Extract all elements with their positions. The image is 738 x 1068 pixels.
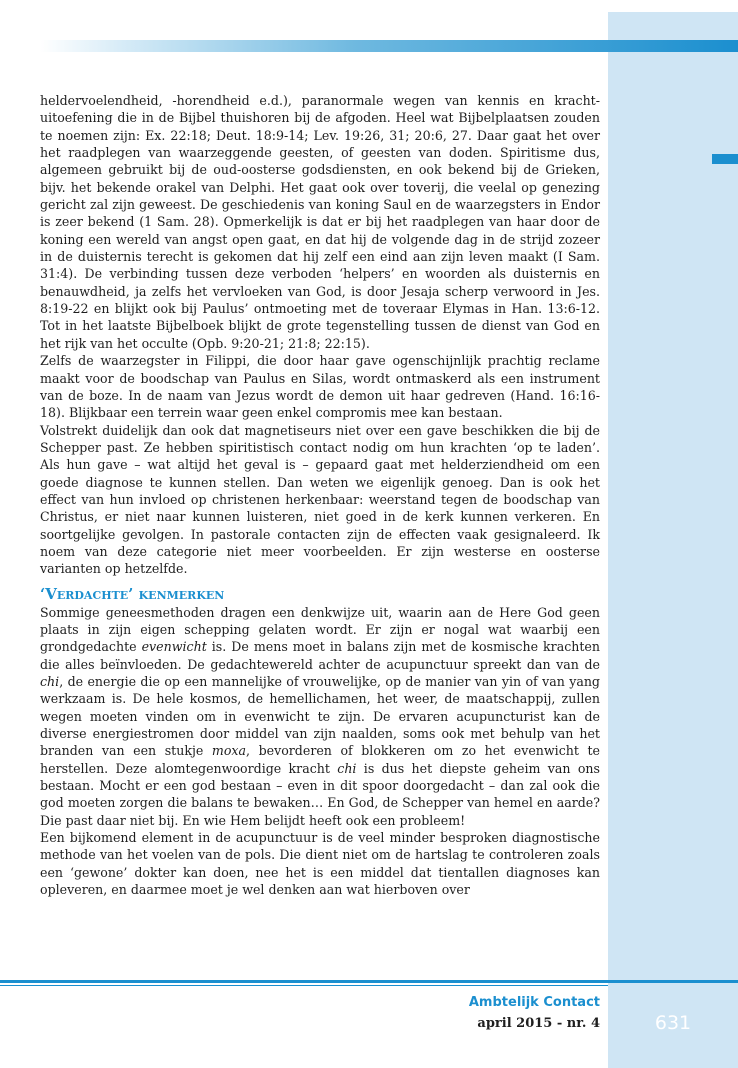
magazine-title: Ambtelijk Contact [468, 995, 600, 1010]
text-run: is. De mens moet in balans zijn met de kosmische krachten die alles beïnvloeden. De gedachtewereld achter de acupunctuur spreekt dan van de [40, 639, 600, 672]
paragraph: heldervoelendheid, -horendheid e.d.), paranormale wegen van kennis en kracht-uitoefening die in de Bijbel thuishoren bij de afgoden. Heel wat Bijbelplaatsen zouden te noemen zijn: Ex. 22:18; Deut. 18:9-14; Lev. 19:26, 31; 20:6, 27. Daar gaat het over het raadplegen van waarzeggende geesten, of geesten van doden. Spiritisme dus, algemeen gebruikt bij de oud-oosterse godsdiensten, en ook bekend bij de Grieken, bijv. het bekende orakel van Delphi. Het gaat ook over toverij, die veelal op genezing gericht zal zijn geweest. De geschiedenis van koning Saul en de waarzegsters in Endor is zeer bekend (1 Sam. 28). Opmerkelijk is dat er bij het raadplegen van haar door de koning een wereld van angst open gaat, en dat hij de volgende dag in de strijd zozeer in de duisternis terecht is gekomen dat hij zelf een eind aan zijn leven maakt (I Sam. 31:4). De verbinding tussen deze verboden ‘helpers’ en woorden als duisternis en benauwdheid, ja zelfs het vervloeken van God, is door Jesaja scherp verwoord in Jes. 8:19-22 en blijkt ook bij Paulus’ ontmoeting met de toveraar Elymas in Han. 13:6-12. Tot in het laatste Bijbelboek blijkt de grote tegenstelling tussen de dienst van God en het rijk van het occulte (Opb. 9:20-21; 21:8; 22:15). [40, 93, 600, 351]
footer-rule [0, 980, 738, 983]
text-run: , de energie die op een mannelijke of vrouwelijke, op de manier van yin of van yang werkzaam is. De hele kosmos, de hemellichamen, het weer, de maatschappij, zullen wegen moeten vinden om in evenwicht te zijn. De ervaren acupuncturist kan de diverse energiestromen door middel van zijn naalden, soms ook met behulp van het branden van een stukje [40, 674, 600, 759]
page-number: 631 [654, 1012, 692, 1034]
emphasis: chi [40, 674, 60, 689]
text-run: , bevorderen of blokkeren om zo het evenwicht te herstellen. Deze alomtegenwoordige kracht [40, 743, 600, 776]
section-heading: ‘Verdachte’ kenmerken [40, 584, 225, 603]
section-marker-tab [712, 154, 738, 164]
emphasis: moxa [211, 743, 247, 759]
footer-rule-thin [0, 985, 608, 986]
paragraph: Volstrekt duidelijk dan ook dat magnetiseurs niet over een gave beschikken die bij de Schepper past. Ze hebben spiritistisch contact nodig om hun krachten ‘op te laden’. Als hun gave – wat altijd het geval is – gepaard gaat met helderziendheid om een goede diagnose te kunnen stellen. Dan weten we eigenlijk genoeg. Dan is ook het effect van hun invloed op christenen herkenbaar: weerstand tegen de boodschap van Christus, er niet naar kunnen luisteren, niet goed in de kerk kunnen verkeren. En soortgelijke gevolgen. In pastorale contacten zijn de effecten vaak gesignaleerd. Ik noem van deze categorie niet meer voorbeelden. Er zijn westerse en oosterse varianten op hetzelfde. [40, 422, 600, 577]
paragraph [40, 604, 600, 829]
issue-label: april 2015 - nr. 4 [477, 1016, 600, 1031]
emphasis: chi [337, 760, 357, 776]
text-run: is dus het diepste geheim van ons bestaan. Mocht er een god bestaan – even in dit spoor doorgedacht – dan zal ook die god moeten zorgen die balans te bewaken… En God, de Schepper van hemel en aarde? Die past daar niet bij. En wie Hem belijdt heeft ook een probleem! [40, 760, 600, 828]
paragraph: Zelfs de waarzegster in Filippi, die door haar gave ogenschijnlijk prachtig reclame maakt voor de boodschap van Paulus en Silas, wordt ontmaskerd als een instrument van de boze. In de naam van Jezus wordt de demon uit haar gedreven (Hand. 16:16-18). Blijkbaar een terrein waar geen enkel compromis mee kan bestaan. [40, 353, 600, 421]
text-run: Sommige geneesmethoden dragen een denkwijze uit, waarin aan de Here God geen plaats in zijn eigen schepping gelaten wordt. Er zijn er nogal wat waarbij een grondgedachte [40, 604, 600, 655]
page-margin-panel [608, 12, 738, 1068]
emphasis: evenwicht [141, 639, 207, 655]
header-gradient-stripe [40, 40, 738, 52]
article-body [40, 92, 600, 898]
paragraph: Een bijkomend element in de acupunctuur is de veel minder besproken diagnostische methode van het voelen van de pols. Die dient niet om de hartslag te controleren zoals een ‘gewone’ dokter kan doen, nee het is een middel dat tientallen diagnoses kan opleveren, en daarmee moet je wel denken aan wat hierboven over [40, 830, 600, 898]
